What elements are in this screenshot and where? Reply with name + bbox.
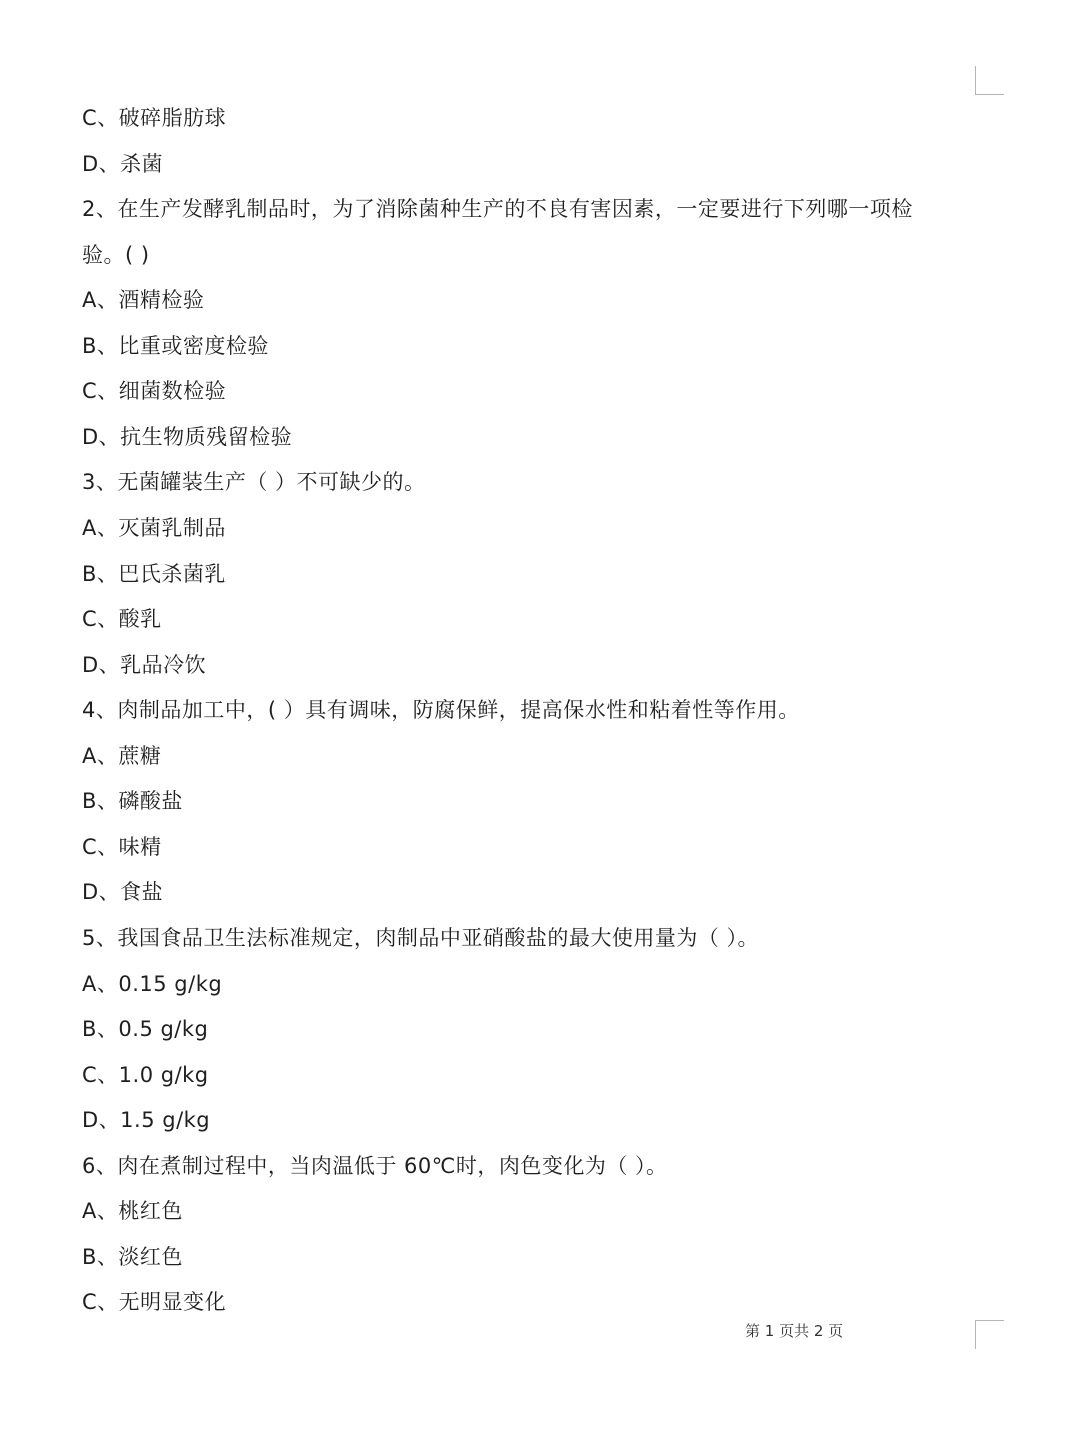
option-c-q5: C、1.0 g/kg [82, 1063, 209, 1087]
option-c-q3: C、酸乳 [82, 607, 162, 631]
question-5: 5、我国食品卫生法标准规定，肉制品中亚硝酸盐的最大使用量为（ ）。 [82, 926, 760, 950]
question-4: 4、肉制品加工中，( ）具有调味，防腐保鲜，提高保水性和粘着性等作用。 [82, 698, 800, 722]
option-a-q3: A、灭菌乳制品 [82, 516, 226, 540]
question-3: 3、无菌罐装生产（ ）不可缺少的。 [82, 470, 426, 494]
option-d-q2: D、抗生物质残留检验 [82, 425, 293, 449]
option-a-q4: A、蔗糖 [82, 744, 162, 768]
option-b-q4: B、磷酸盐 [82, 789, 183, 813]
bottom-right-crop-mark [975, 1320, 1004, 1349]
page-number-footer: 第 1 页共 2 页 [745, 1322, 844, 1340]
option-d-q1: D、杀菌 [82, 152, 164, 176]
option-c-q1: C、破碎脂肪球 [82, 106, 227, 130]
option-b-q2: B、比重或密度检验 [82, 334, 269, 358]
option-d-q3: D、乳品冷饮 [82, 653, 207, 677]
option-d-q4: D、食盐 [82, 880, 164, 904]
question-2-line-1: 2、在生产发酵乳制品时，为了消除菌种生产的不良有害因素，一定要进行下列哪一项检 [82, 197, 913, 221]
option-a-q6: A、桃红色 [82, 1199, 183, 1223]
option-b-q5: B、0.5 g/kg [82, 1017, 209, 1041]
question-6: 6、肉在煮制过程中，当肉温低于 60℃时，肉色变化为（ ）。 [82, 1154, 668, 1178]
option-a-q2: A、酒精检验 [82, 288, 205, 312]
option-c-q4: C、味精 [82, 835, 162, 859]
option-c-q2: C、细菌数检验 [82, 379, 227, 403]
option-c-q6: C、无明显变化 [82, 1290, 227, 1314]
top-right-crop-mark [975, 66, 1004, 95]
question-2-line-2: 验。( ) [82, 243, 150, 267]
option-a-q5: A、0.15 g/kg [82, 972, 223, 996]
option-b-q6: B、淡红色 [82, 1245, 183, 1269]
option-b-q3: B、巴氏杀菌乳 [82, 562, 226, 586]
option-d-q5: D、1.5 g/kg [82, 1108, 211, 1132]
